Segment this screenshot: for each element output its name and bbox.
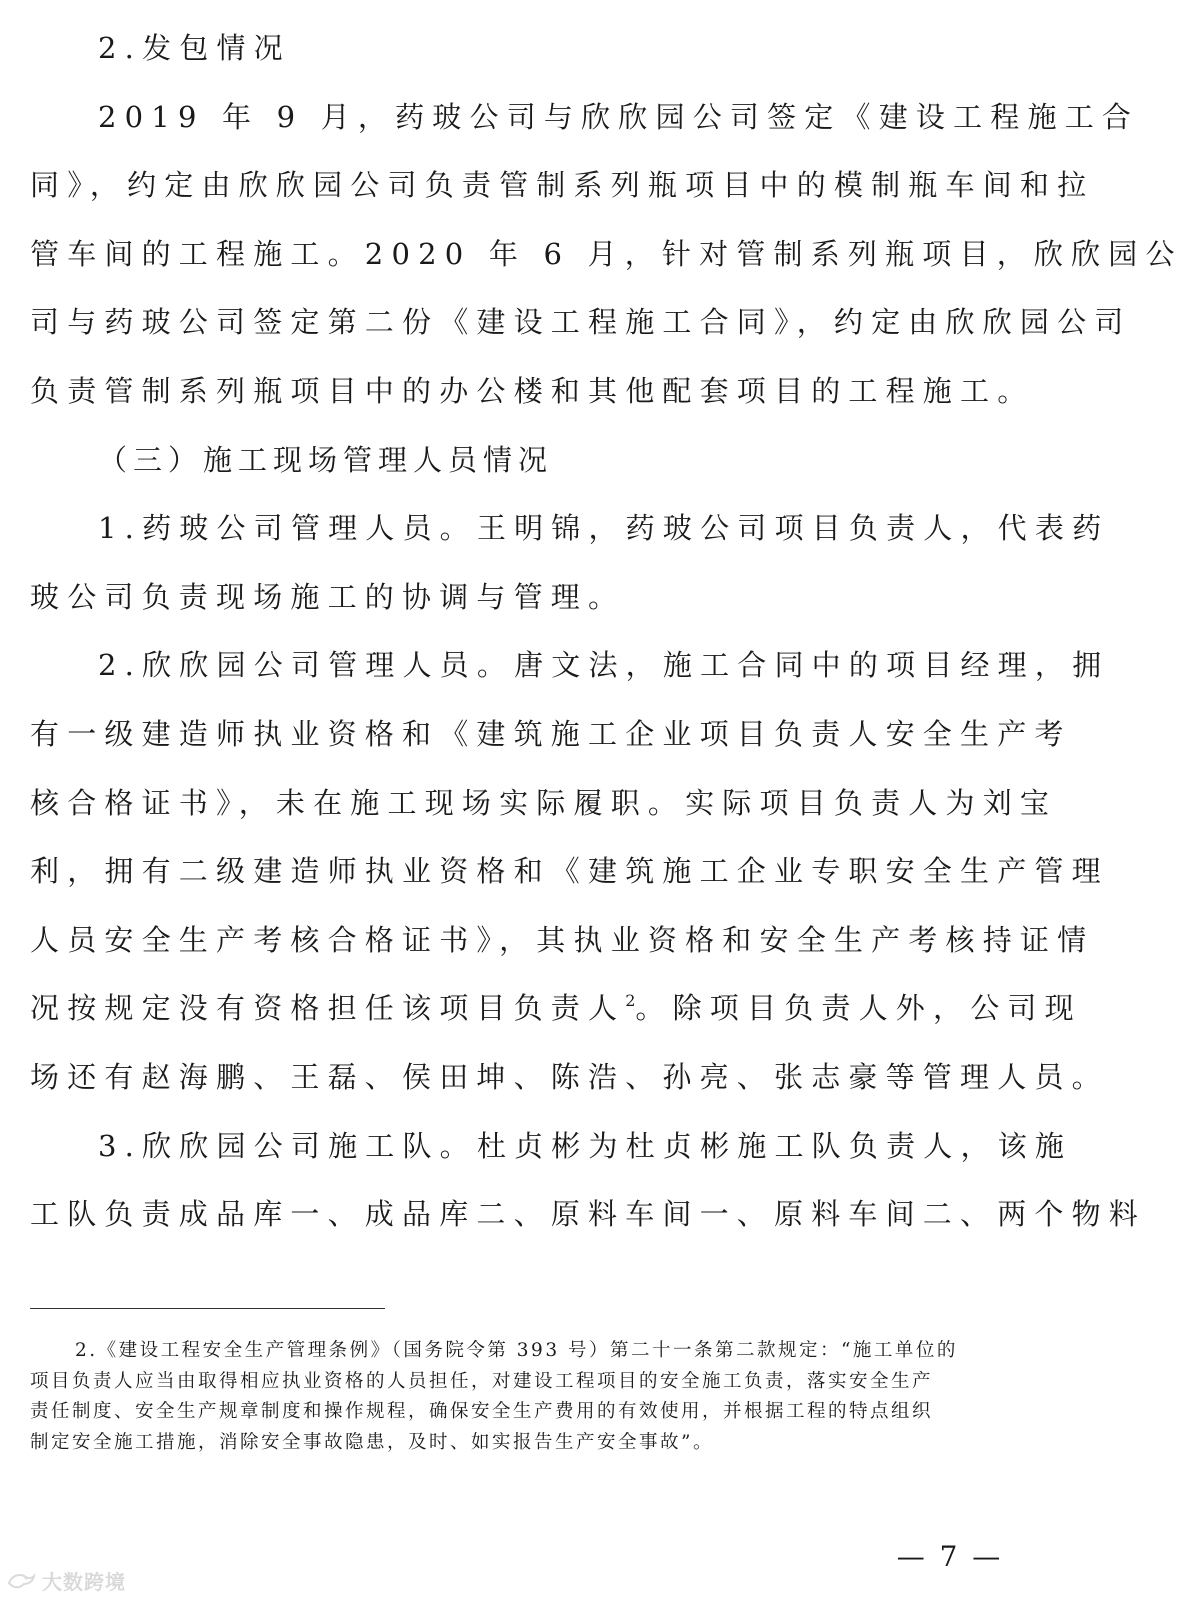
line-text-before-ref: 况按规定没有资格担任该项目负责人 — [30, 991, 626, 1026]
paragraph-line: 利，拥有二级建造师执业资格和《建筑施工企业专职安全生产管理 — [30, 854, 1109, 889]
footnote-reference[interactable]: 2 — [625, 991, 636, 1011]
paragraph-line: 负责管制系列瓶项目中的办公楼和其他配套项目的工程施工。 — [30, 373, 1035, 408]
section-subheading: 2.发包情况 — [98, 31, 291, 65]
watermark — [6, 1566, 126, 1595]
paragraph-line: 玻公司负责现场施工的协调与管理。 — [30, 579, 626, 614]
paragraph-line: 管车间的工程施工。2020 年 6 月，针对管制系列瓶项目，欣欣园公 — [30, 236, 1183, 271]
paragraph-line: 司与药玻公司签定第二份《建设工程施工合同》，约定由欣欣园公司 — [30, 305, 1132, 340]
body-text — [30, 14, 1183, 1249]
page-number: — 7 — — [896, 1540, 1004, 1573]
paragraph-line: 3.欣欣园公司施工队。杜贞彬为杜贞彬施工队负责人，该施 — [98, 1128, 1073, 1163]
paragraph-line: 同》，约定由欣欣园公司负责管制系列瓶项目中的模制瓶车间和拉 — [30, 168, 1095, 203]
footnote — [30, 1336, 1040, 1458]
paragraph-line: 工队负责成品库一、成品库二、原料车间一、原料车间二、两个物料 — [30, 1197, 1147, 1232]
footnote-line: 2.《建设工程安全生产管理条例》（国务院令第 393 号）第二十一条第二款规定：“施工单位的 — [75, 1340, 958, 1361]
paragraph-line: 有一级建造师执业资格和《建筑施工企业项目负责人安全生产考 — [30, 716, 1072, 751]
paragraph-line: 1.药玻公司管理人员。王明锦，药玻公司项目负责人，代表药 — [98, 511, 1110, 546]
footnote-line: 项目负责人应当由取得相应执业资格的人员担任，对建设工程项目的安全施工负责，落实安全生产 — [30, 1370, 934, 1392]
section-heading: （三）施工现场管理人员情况 — [98, 442, 554, 477]
paragraph-line: 2.欣欣园公司管理人员。唐文法，施工合同中的项目经理，拥 — [98, 648, 1110, 683]
footnote-line: 制定安全施工措施，消除安全事故隐患，及时、如实报告生产安全事故”。 — [30, 1431, 714, 1453]
line-text-after-ref: 。除项目负责人外，公司现 — [635, 991, 1082, 1026]
paragraph-line: 场还有赵海鹏、王磊、侯田坤、陈浩、孙亮、张志豪等管理人员。 — [30, 1059, 1109, 1094]
paragraph-line — [30, 974, 1082, 1043]
footnote-line: 责任制度、安全生产规章制度和操作规程，确保安全生产费用的有效使用，并根据工程的特点组织 — [30, 1401, 934, 1422]
paragraph-line: 核合格证书》，未在施工现场实际履职。实际项目负责人为刘宝 — [30, 785, 1058, 820]
bird-logo-icon — [6, 1569, 36, 1593]
paragraph-line: 人员安全生产考核合格证书》，其执业资格和安全生产考核持证情 — [30, 922, 1095, 957]
footnote-divider — [30, 1308, 385, 1309]
watermark-text: 大数跨境 — [42, 1570, 126, 1594]
paragraph-line: 2019 年 9 月，药玻公司与欣欣园公司签定《建设工程施工合 — [98, 99, 1140, 134]
